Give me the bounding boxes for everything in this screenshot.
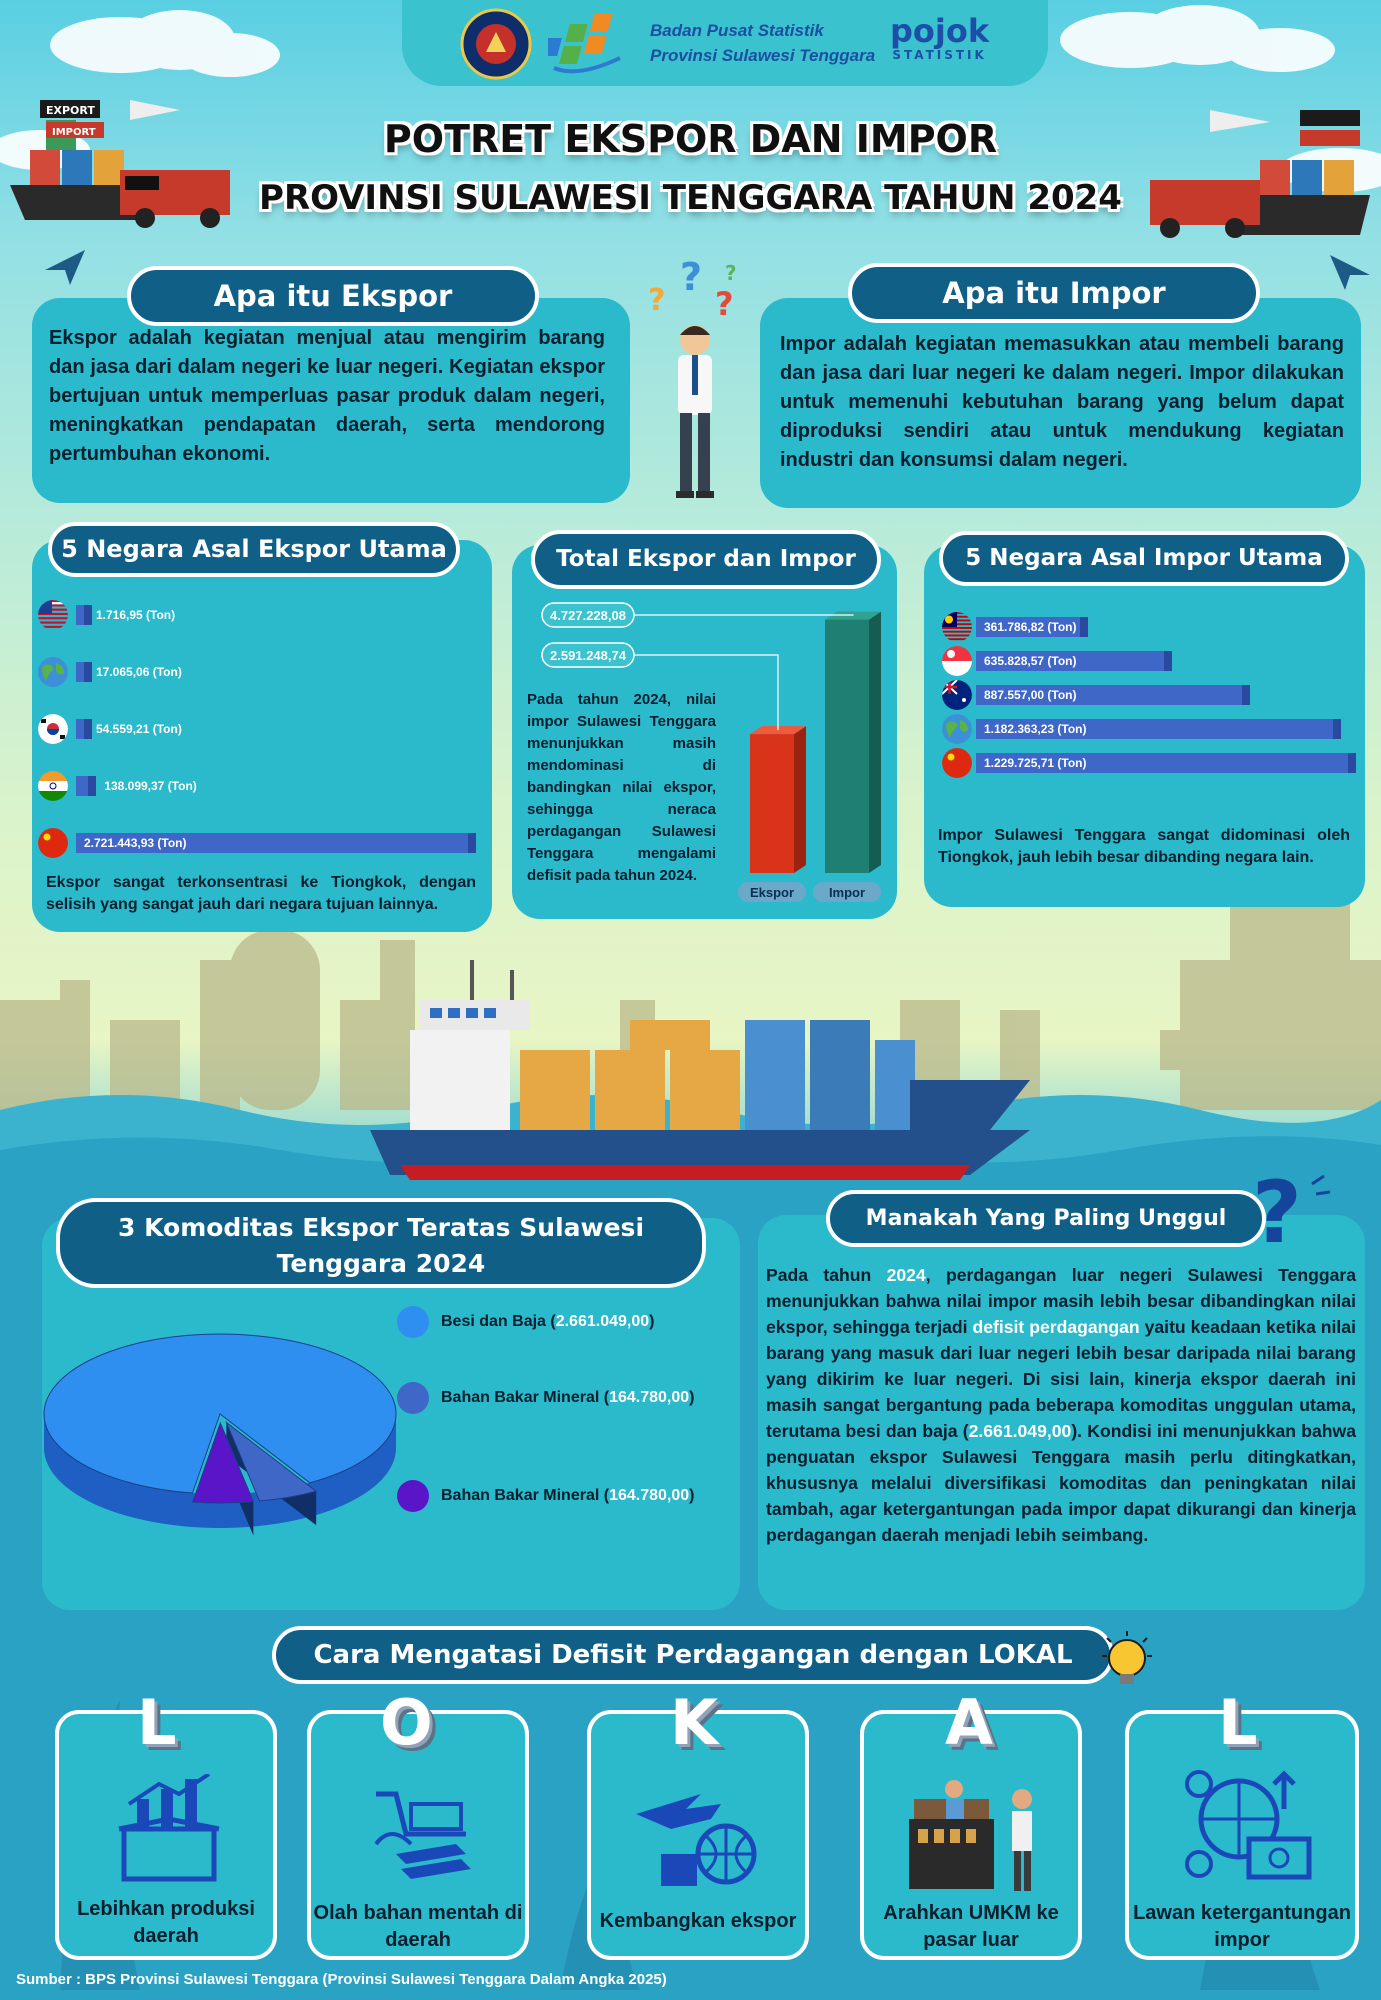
- unggul-text: [766, 1262, 1356, 1548]
- flag-1: [38, 657, 68, 687]
- unggul-highlight: defisit perdagangan: [972, 1317, 1140, 1337]
- org-line-1: Badan Pusat Statistik: [650, 21, 824, 40]
- lokal-letter-a: A: [945, 1686, 993, 1759]
- total-card: [512, 545, 897, 919]
- legend-close-1: ): [689, 1389, 695, 1407]
- org-name: [650, 18, 875, 68]
- total-category-label-1: Impor: [828, 885, 866, 900]
- bar-3: [76, 776, 96, 796]
- confused-man-illustration: [640, 255, 755, 505]
- top-import-card: [924, 545, 1365, 907]
- legend-value-2: 164.780,00: [609, 1487, 690, 1505]
- flag-0: [38, 600, 68, 630]
- komoditas-heading: 3 Komoditas Ekspor Teratas Sulawesi Tenggara 2024: [56, 1198, 706, 1288]
- unggul-p2: , perdagangan luar negeri Sulawesi Tenggara menunjukkan bahwa nilai impor masih lebih besar dibandingkan nilai ekspor, sehingga terjadi: [766, 1265, 1357, 1337]
- impor-definition-text: Impor adalah kegiatan memasukkan atau membeli barang dan jasa dari luar negeri ke dalam negeri. Impor dilakukan untuk memenuhi kebutuhan barang yang belum dapat diproduksi sendiri atau untuk mendukung kegiatan industri dan konsumsi dalam negeri.: [780, 333, 1344, 471]
- top-export-heading: 5 Negara Asal Ekspor Utama: [48, 522, 460, 577]
- total-heading: Total Ekspor dan Impor: [531, 530, 881, 589]
- flag-1: [942, 646, 972, 676]
- pie-legend-item-1: [397, 1382, 694, 1414]
- australia-flag: [942, 680, 972, 710]
- bar-1: [76, 662, 92, 682]
- total-bar-ekspor: [750, 734, 794, 873]
- total-value-label-0: 2.591.248,74: [550, 648, 626, 663]
- bar-label-1: 17.065,06 (Ton): [96, 665, 182, 679]
- total-leader-line-0: [634, 655, 778, 730]
- total-bar-impor: [825, 620, 869, 873]
- import-sign: IMPORT: [52, 127, 96, 138]
- title-line-2: PROVINSI SULAWESI TENGGARA TAHUN 2024: [259, 178, 1122, 218]
- bar-2: [76, 719, 92, 739]
- brand-bottom: STATISTIK: [892, 48, 987, 62]
- bar-4: [76, 833, 476, 853]
- lokal-caption-k: Kembangkan ekspor: [599, 1910, 797, 1932]
- total-category-label-0: Ekspor: [749, 885, 795, 900]
- production-growth-icon: [109, 1774, 229, 1884]
- org-line-2: Provinsi Sulawesi Tenggara: [650, 46, 876, 65]
- unggul-p3: yaitu keadaan ketika nilai barang yang masuk dari luar negeri lebih besar daripada nilai barang yang dikirim ke luar negeri. Di sisi lain, kinerja ekspor daerah ini masih sangat bergantung pada beberapa komoditas unggulan utama, terutama besi dan baja (: [766, 1317, 1356, 1441]
- top-import-chart: [942, 617, 1352, 777]
- svg-text:?: ?: [680, 255, 703, 299]
- china-flag: [942, 748, 972, 778]
- top-export-card: [32, 540, 492, 932]
- bar-label-4: 2.721.443,93 (Ton): [84, 836, 187, 850]
- bar-label-0: 1.716,95 (Ton): [96, 608, 176, 622]
- legend-swatch-2: [397, 1480, 429, 1512]
- brand-top: pojok: [890, 12, 990, 50]
- china-flag: [38, 828, 68, 858]
- flag-3: [38, 771, 68, 801]
- lokal-caption-l2: Lawan ketergantungan impor: [1133, 1902, 1351, 1951]
- lightbulb-icon: [1092, 1626, 1162, 1696]
- svg-text:?: ?: [715, 285, 734, 323]
- pojok-statistik-logo: [890, 14, 989, 62]
- total-chart: [512, 545, 897, 919]
- unggul-card: [758, 1215, 1365, 1610]
- flag-3: [942, 714, 972, 744]
- legend-value-1: 164.780,00: [609, 1389, 690, 1407]
- impor-definition-card: [760, 298, 1361, 508]
- cargo-ship-illustration: [370, 960, 1070, 1190]
- legend-swatch-1: [397, 1382, 429, 1414]
- malaysia-flag: [942, 612, 972, 642]
- lokal-letter-k: K: [670, 1686, 719, 1759]
- legend-value-0: 2.661.049,00: [555, 1313, 650, 1331]
- svg-text:?: ?: [1252, 1170, 1302, 1250]
- airplane-icon-left: [40, 240, 90, 290]
- flag-4: [38, 828, 68, 858]
- bar-1: [976, 651, 1172, 671]
- bar-2: [976, 685, 1250, 705]
- bar-label-4: 1.229.725,71 (Ton): [984, 756, 1087, 770]
- bar-3: [976, 719, 1341, 739]
- unggul-p1: Pada tahun: [766, 1265, 887, 1285]
- unggul-p4: ). Kondisi ini menunjukkan bahwa penguatan ekspor Sulawesi Tenggara masih perlu ditingkatkan, khususnya melalui diversifikasi komoditas dan peningkatan nilai tambah, agar ketergantungan pada impor dapat dikurangi dan kinerja perdagangan daerah menjadi lebih seimbang.: [766, 1421, 1356, 1545]
- india-flag: [38, 771, 68, 801]
- total-bar-side-1: [869, 612, 881, 873]
- impor-definition-heading: Apa itu Impor: [848, 263, 1260, 323]
- bar-label-2: 887.557,00 (Ton): [984, 688, 1077, 702]
- university-seal-logo: [456, 8, 536, 80]
- bar-0: [976, 617, 1088, 637]
- lokal-letter-l1: L: [137, 1686, 177, 1759]
- ekspor-definition-heading: Apa itu Ekspor: [127, 266, 539, 326]
- lokal-letter-o: O: [380, 1686, 433, 1759]
- bar-label-1: 635.828,57 (Ton): [984, 654, 1077, 668]
- globe-icon: [38, 657, 68, 687]
- bar-4: [976, 753, 1356, 773]
- title-line-1: POTRET EKSPOR DAN IMPOR: [383, 117, 998, 161]
- total-note: Pada tahun 2024, nilai impor Sulawesi Tenggara menunjukkan masih mendominasi di bandingkan nilai ekspor, sehingga neraca perdagangan Sulawesi Tenggara mengalami defisit pada tahun 2024.: [527, 691, 716, 884]
- flag-0: [942, 612, 972, 642]
- globe-icon: [942, 714, 972, 744]
- pie-legend-item-0: [397, 1306, 654, 1338]
- total-value-label-1: 4.727.228,08: [550, 608, 626, 623]
- top-import-heading: 5 Negara Asal Impor Utama: [939, 531, 1349, 586]
- export-sign: EXPORT: [46, 104, 95, 117]
- export-plane-globe-icon: [631, 1774, 771, 1894]
- legend-name-1: Bahan Bakar Mineral (: [441, 1389, 610, 1407]
- legend-name-0: Besi dan Baja (: [441, 1313, 556, 1331]
- bar-label-3: 138.099,37 (Ton): [104, 779, 197, 793]
- svg-text:?: ?: [725, 261, 737, 285]
- total-bar-side-0: [794, 726, 806, 873]
- flag-4: [942, 748, 972, 778]
- ekspor-definition-text: Ekspor adalah kegiatan menjual atau mengirim barang dan jasa dari dalam negeri ke luar negeri. Kegiatan ekspor bertujuan untuk memperluas pasar produk dalam negeri, meningkatkan pendapatan daerah, serta mendorong pertumbuhan ekonomi.: [49, 327, 605, 465]
- airplane-icon-right: [1325, 245, 1375, 295]
- total-leader-line-1: [634, 615, 853, 616]
- bar-0: [76, 605, 92, 625]
- bar-label-2: 54.559,21 (Ton): [96, 722, 182, 736]
- cargo-illustration-left: [10, 90, 280, 230]
- legend-close-0: ): [649, 1313, 655, 1331]
- question-mark-icon: [1250, 1170, 1330, 1250]
- source-note: Sumber : BPS Provinsi Sulawesi Tenggara (Provinsi Sulawesi Tenggara Dalam Angka 2025): [16, 1971, 667, 1988]
- unggul-value: 2.661.049,00: [968, 1421, 1072, 1441]
- umkm-market-icon: [904, 1769, 1054, 1899]
- svg-text:?: ?: [648, 283, 666, 318]
- usa-flag: [38, 600, 68, 630]
- page-title: [200, 110, 1181, 228]
- legend-swatch-0: [397, 1306, 429, 1338]
- lokal-caption-o: Olah bahan mentah di daerah: [313, 1902, 523, 1951]
- legend-name-2: Bahan Bakar Mineral (: [441, 1487, 610, 1505]
- unggul-year: 2024: [886, 1265, 926, 1285]
- flag-2: [38, 714, 68, 744]
- top-export-chart: [38, 603, 478, 853]
- lokal-caption-l1: Lebihkan produksi daerah: [77, 1898, 255, 1947]
- reduce-import-icon: [1179, 1764, 1319, 1894]
- top-import-note: Impor Sulawesi Tenggara sangat didominasi oleh Tiongkok, jauh lebih besar dibanding negara lain.: [938, 827, 1350, 866]
- bar-label-0: 361.786,82 (Ton): [984, 620, 1077, 634]
- pie-legend-item-2: [397, 1480, 694, 1512]
- korea-flag: [38, 714, 68, 744]
- ekspor-definition-card: [32, 298, 630, 503]
- lokal-heading: Cara Mengatasi Defisit Perdagangan dengan LOKAL: [272, 1626, 1114, 1684]
- legend-close-2: ): [689, 1487, 695, 1505]
- bar-label-3: 1.182.363,23 (Ton): [984, 722, 1087, 736]
- lokal-letter-l2: L: [1218, 1686, 1258, 1759]
- singapore-flag: [942, 646, 972, 676]
- top-export-note: Ekspor sangat terkonsentrasi ke Tiongkok, dengan selisih yang sangat jauh dari negara tujuan lainnya.: [46, 874, 476, 913]
- flag-2: [942, 680, 972, 710]
- raw-material-processing-icon: [366, 1774, 486, 1884]
- cargo-illustration-right: [1120, 100, 1380, 240]
- unggul-heading: Manakah Yang Paling Unggul: [826, 1190, 1266, 1247]
- lokal-caption-a: Arahkan UMKM ke pasar luar: [883, 1902, 1059, 1951]
- bps-logo: [548, 8, 628, 78]
